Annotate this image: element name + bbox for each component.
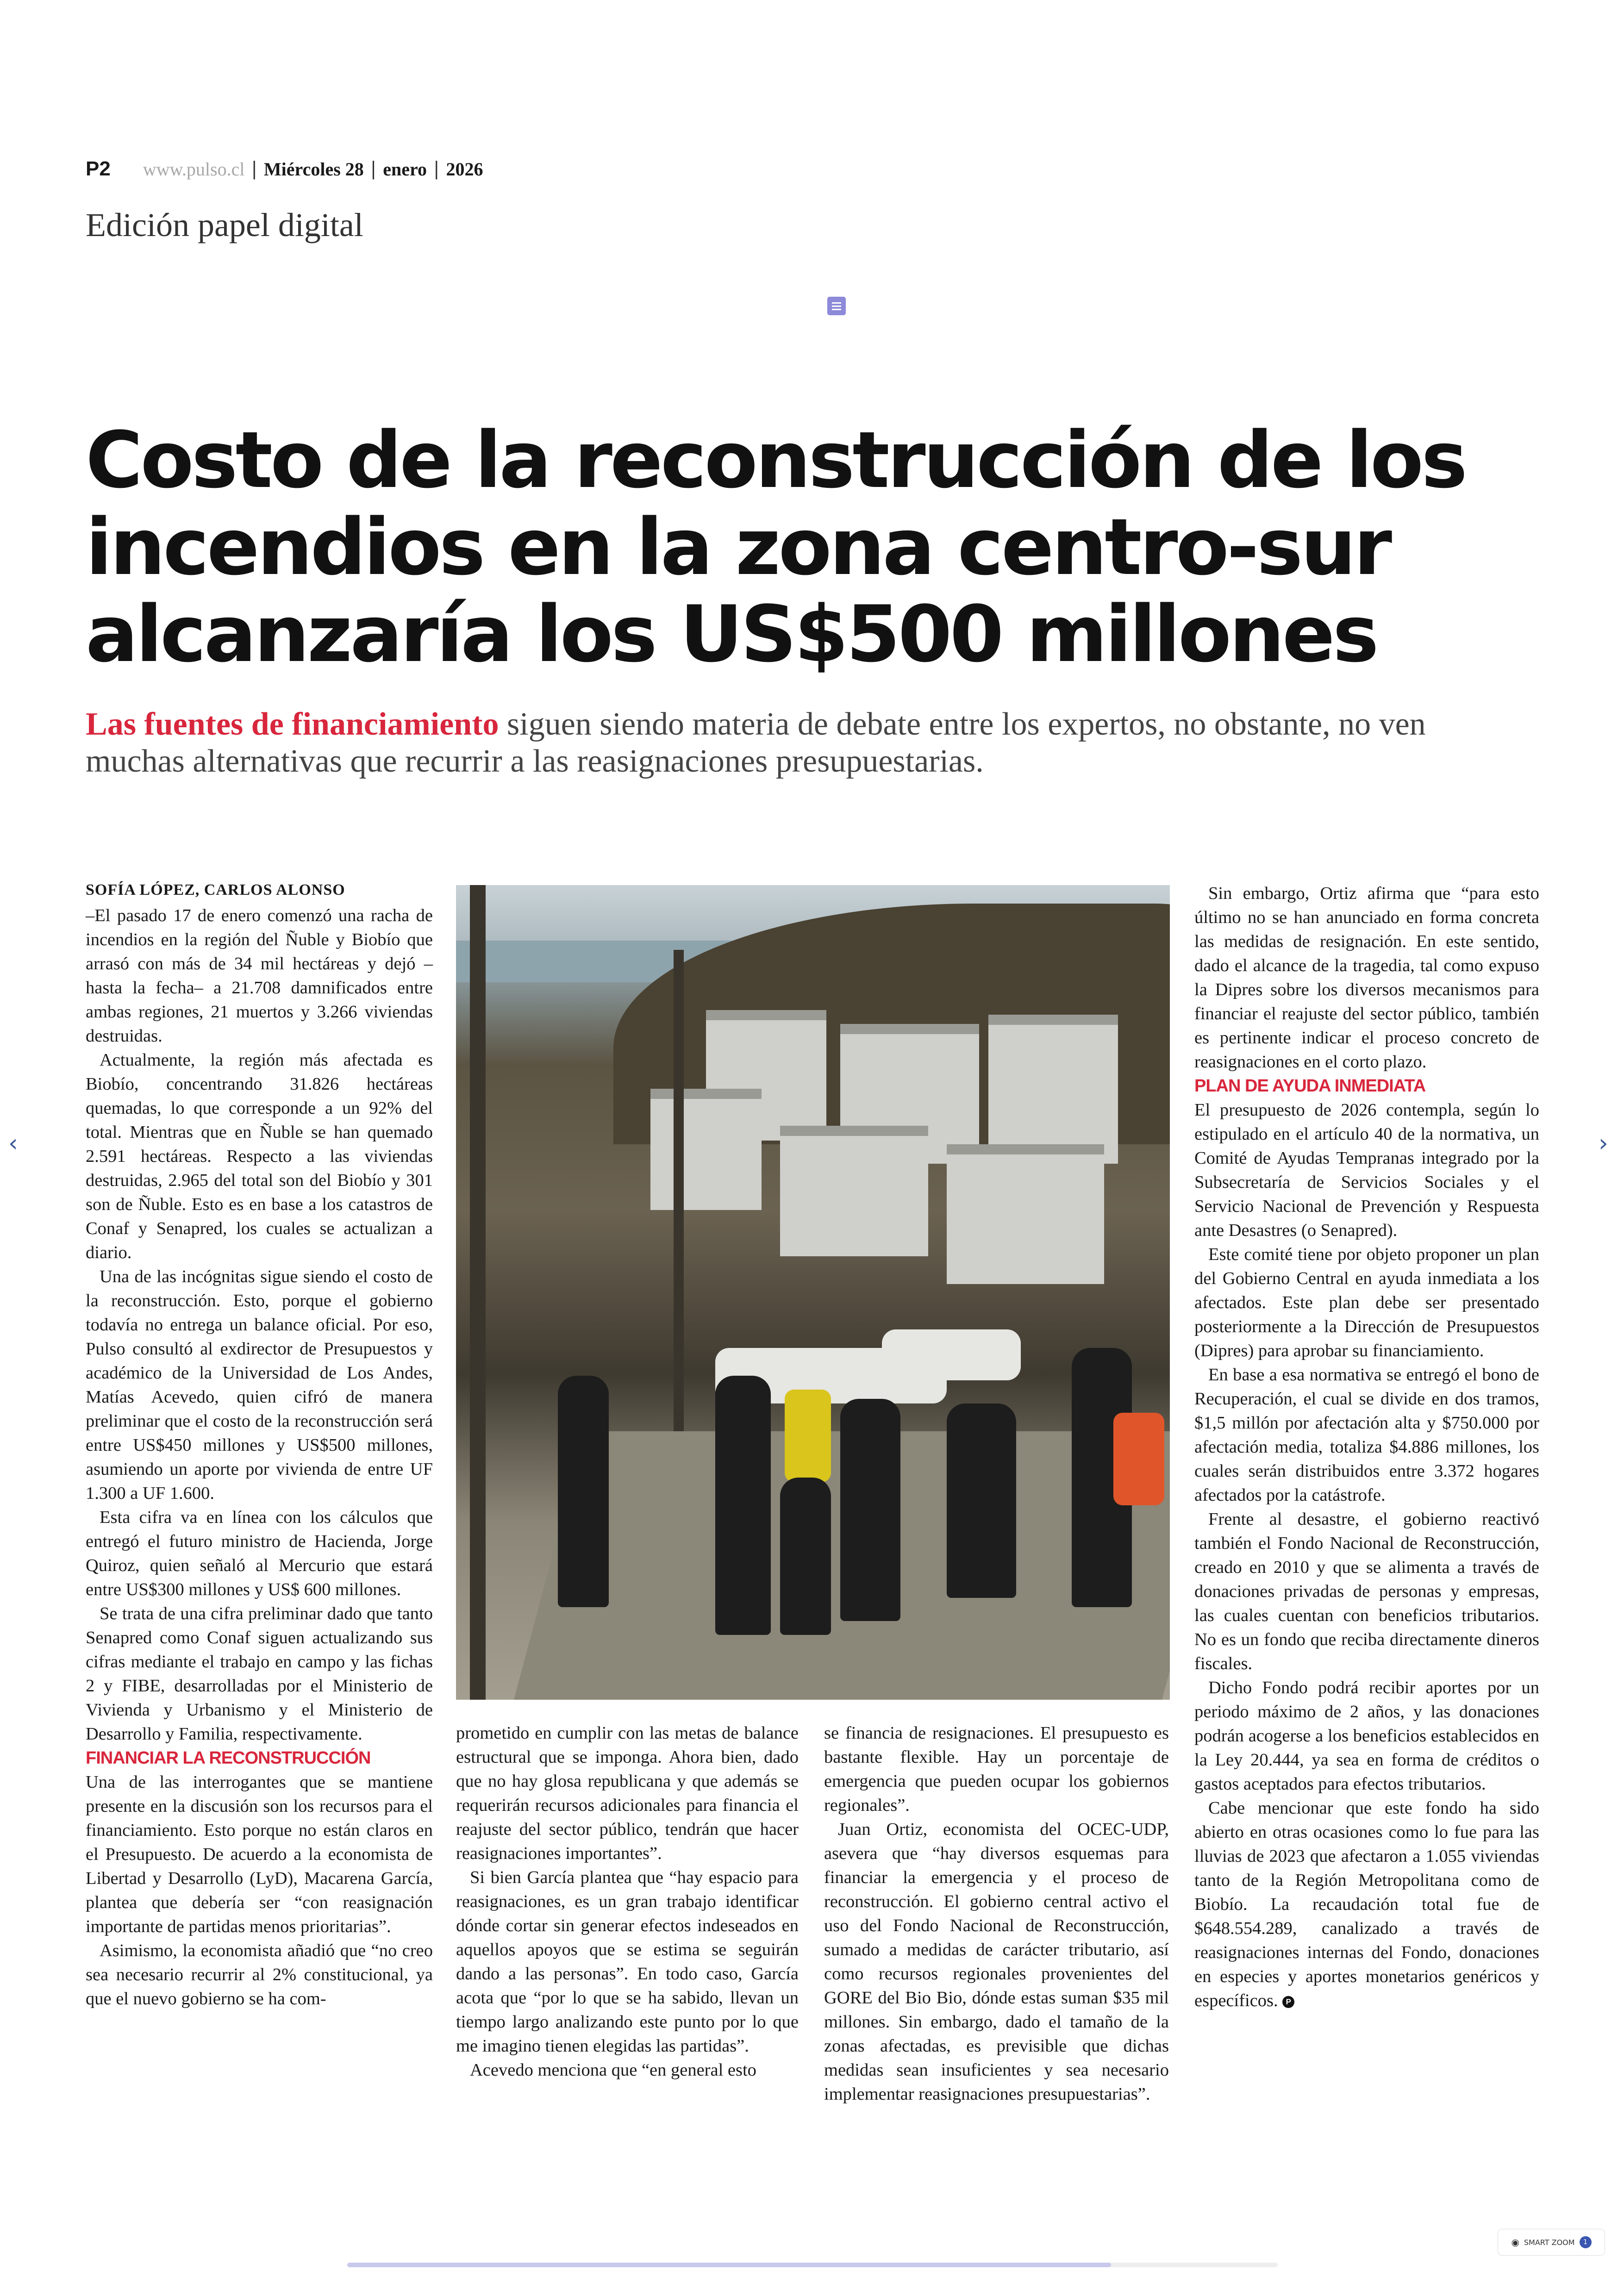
article-deck — [86, 706, 1530, 780]
issue-year: 2026 — [446, 158, 483, 180]
column-1 — [86, 904, 433, 2011]
paragraph: Una de las incógnitas sigue siendo el costo de la reconstrucción. Esto, porque el gobierno todavía no entrega un balance oficial. Por eso, Pulso consultó al exdirector de Presupuestos y académico de la Universidad de Los Andes, Matías Acevedo, quien cifró de manera preliminar que el costo de la reconstrucción será entre US$450 millones y US$500 millones, asumiendo un aporte por vivienda de entre UF 1.300 a UF 1.600. — [86, 1267, 433, 1503]
edition-label: Edición papel digital — [86, 206, 363, 243]
column-4 — [1194, 881, 1539, 2013]
smart-zoom-badge: 1 — [1580, 2236, 1592, 2248]
issue-day: Miércoles 28 — [263, 158, 364, 180]
paragraph: Juan Ortiz, economista del OCEC-UDP, asevera que “hay diversos esquemas para financiar la emergencia y el proceso de reconstrucción. El gobierno central activo el uso del Fondo Nacional de Reconstrucción, sumado a medidas de carácter tributario, así como recursos regionales provenientes del GORE del Bio Bio, dónde estas suman $35 mil millones. Sin embargo, dado el tamaño de la zonas afectadas, es previsible que dichas medidas sean insuficientes y sea necesario implementar reasignaciones presupuestarias”. — [824, 1820, 1169, 2104]
paragraph: El presupuesto de 2026 contempla, según lo estipulado en el artículo 40 de la normativa, un Comité de Ayudas Tempranas integrado por la Subsecretaría de Servicios Sociales y el Servicio Nacional de Prevención y Respuesta ante Desastres (o Senapred). — [1194, 1100, 1539, 1240]
note-icon[interactable] — [827, 297, 846, 315]
page-scroll-thumb[interactable] — [347, 2263, 1111, 2267]
paragraph: –El pasado 17 de enero comenzó una racha de incendios en la región del Ñuble y Biobío que arrasó con más de 34 mil hectáreas y dejó –hasta la fecha– a 21.708 damnificados entre ambas regiones, 21 muertos y 3.266 viviendas destruidas. — [86, 906, 433, 1046]
smart-zoom-label: SMART ZOOM — [1524, 2238, 1575, 2247]
paragraph: Actualmente, la región más afectada es Biobío, concentrando 31.826 hectáreas quemadas, lo que corresponde a un 92% del total. Mientras que en Ñuble se han quemado 2.591 hectáreas. Respecto a las viviendas destruidas, 2.965 del total son del Biobío y 301 son de Ñuble. Esto es en base a los catastros de Conaf y Senapred, los cuales se actualizan a diario. — [86, 1050, 433, 1262]
article-photo — [456, 885, 1170, 1700]
paragraph: Frente al desastre, el gobierno reactivó también el Fondo Nacional de Reconstrucción, creado en 2010 y que se alimenta a través de donaciones privadas de personas y empresas, las cuales cuentan con beneficios tributarios. No es un fondo que reciba directamente dineros fiscales. — [1194, 1509, 1539, 1673]
subhead-financiar: FINANCIAR LA RECONSTRUCCIÓN — [86, 1748, 371, 1768]
paragraph-text: Cabe mencionar que este fondo ha sido abierto en otras ocasiones como lo fue para las lluvias de 2023 que afectaron a 1.055 viviendas tanto de la Región Metropolitana como de Biobío. La recaudación total fue de $648.554.289, canalizado a través de reasignaciones internas del Fondo, donaciones en especies y aportes monetarios genéricos y específicos. — [1194, 1798, 1539, 2010]
paragraph: Se trata de una cifra preliminar dado que tanto Senapred como Conaf siguen actualizando sus cifras mediante el trabajo en campo y las fichas 2 y FIBE, desarrolladas por el Ministerio de Vivienda y Urbanismo y el Ministerio de Desarrollo y Familia, respectivamente. — [86, 1604, 433, 1744]
deck-text: siguen siendo materia de debate entre los expertos, no obstante, no ven muchas alternativas que recurrir a las reasignaciones presupuestarias. — [86, 706, 1426, 779]
paragraph: Sin embargo, Ortiz afirma que “para esto último no se han anunciado en forma concreta las medidas de resignación. En este sentido, dado el alcance de la tragedia, tal como expuso la Dipres sobre los diversos mecanismos para financiar el reajuste del sector público, también es pertinente indicar el proceso concreto de reasignaciones en el corto plazo. — [1194, 884, 1539, 1072]
page-number: P2 — [86, 157, 111, 180]
deck-lead: Las fuentes de financiamiento — [86, 706, 499, 742]
folio-line: P2 www.pulso.cl | Miércoles 28 | enero | 2026 — [86, 157, 483, 180]
paragraph: prometido en cumplir con las metas de balance estructural que se imponga. Ahora bien, dado que no hay glosa republicana y que además se requerirán recursos adicionales para financia el reajuste del sector público, tendrán que hacer reasignaciones importantes”. — [456, 1723, 799, 1863]
byline: SOFÍA LÓPEZ, CARLOS ALONSO — [86, 881, 345, 898]
smart-zoom-button[interactable] — [1498, 2229, 1605, 2256]
paragraph: Si bien García plantea que “hay espacio para reasignaciones, es un gran trabajo identificar dónde cortar sin generar efectos indeseados en aquellos apoyos que se estima se seguirán dando a las personas”. En todo caso, García acota que “por lo que se ha sabido, llevan un tiempo largo analizando este punto por lo que me imagino tienen elegidas las partidas”. — [456, 1868, 799, 2056]
paragraph — [1194, 1796, 1539, 2013]
column-3 — [824, 1721, 1169, 2106]
eye-icon: ◉ — [1511, 2237, 1519, 2248]
article-title: Costo de la reconstrucción de los incendios en la zona centro-sur alcanzaría los US$500 millones — [86, 415, 1466, 680]
paragraph: Una de las interrogantes que se mantiene presente en la discusión son los recursos para el financiamiento. Esto porque no están claros en el Presupuesto. De acuerdo a la economista de Libertad y Desarrollo (LyD), Macarena García, plantea que debería ser “con reasignación importante de partidas menos prioritarias”. — [86, 1772, 433, 1936]
column-2 — [456, 1721, 799, 2082]
site-url: www.pulso.cl — [143, 158, 245, 180]
paragraph: se financia de resignaciones. El presupuesto es bastante flexible. Hay un porcentaje de emergencia que pueden ocupar los gobiernos regionales”. — [824, 1723, 1169, 1815]
chevron-left-icon[interactable]: ‹ — [8, 1129, 18, 1157]
paragraph: En base a esa normativa se entregó el bono de Recuperación, el cual se divide en dos tramos, $1,5 millón por afectación alta y $750.000 por afectación media, totaliza $4.886 millones, los cuales serán distribuidos entre 3.372 hogares afectados por la catástrofe. — [1194, 1365, 1539, 1505]
end-mark-icon: P — [1282, 1996, 1294, 2008]
paragraph: Esta cifra va en línea con los cálculos que entregó el futuro ministro de Hacienda, Jorge Quiroz, quien señaló al Mercurio que estará entre US$300 millones y US$ 600 millones. — [86, 1508, 433, 1599]
chevron-right-icon[interactable]: › — [1599, 1129, 1608, 1157]
subhead-plan: PLAN DE AYUDA INMEDIATA — [1194, 1076, 1426, 1096]
paragraph: Dicho Fondo podrá recibir aportes por un periodo máximo de 2 años, y las donaciones podrán acogerse a los beneficios establecidos en la Ley 20.444, ya sea en forma de créditos o gastos aceptados para efectos tributarios. — [1194, 1678, 1539, 1794]
paragraph: Este comité tiene por objeto proponer un plan del Gobierno Central en ayuda inmediata a los afectados. Este plan debe ser presentado posteriormente a la Dirección de Presupuestos (Dipres) para aprobar su financiamiento. — [1194, 1245, 1539, 1360]
paragraph: Asimismo, la economista añadió que “no creo sea necesario recurrir al 2% constitucional, ya que el nuevo gobierno se ha com- — [86, 1941, 433, 2008]
paragraph: Acevedo menciona que “en general esto — [470, 2060, 756, 2080]
issue-month: enero — [383, 158, 427, 180]
